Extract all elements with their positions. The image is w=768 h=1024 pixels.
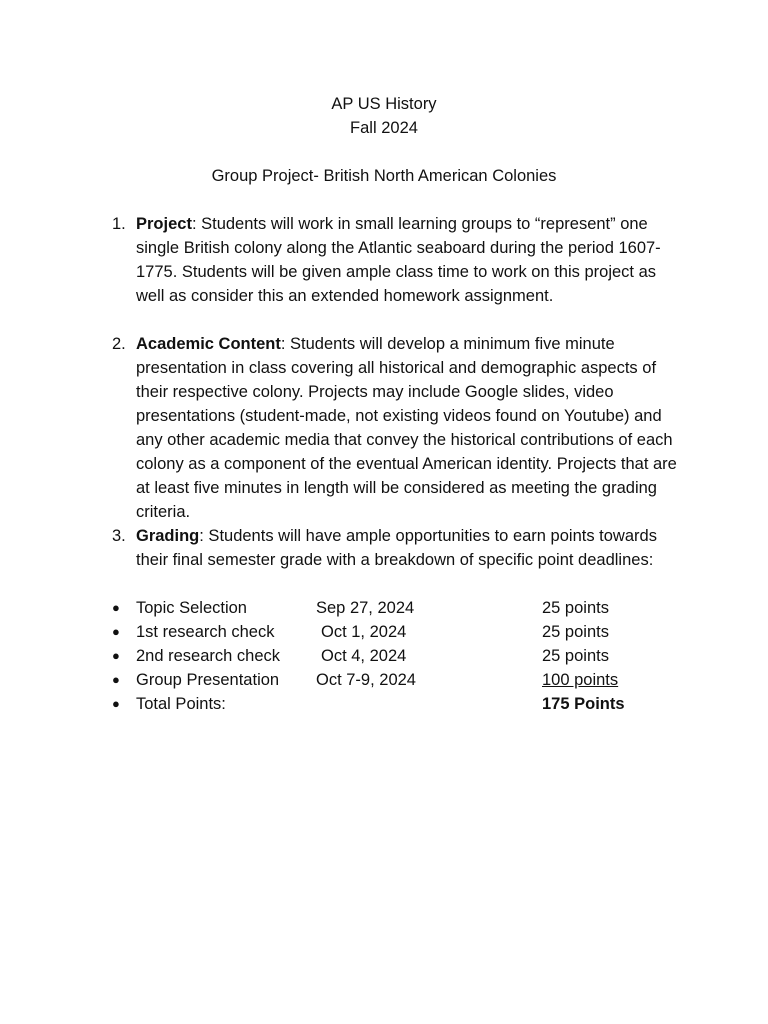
bullet-icon: ● — [112, 624, 120, 639]
schedule-row — [0, 596, 768, 620]
item-heading: Project — [136, 215, 192, 233]
schedule-row — [0, 644, 768, 668]
item-number: 1. — [112, 215, 126, 233]
schedule-date: Oct 7-9, 2024 — [316, 671, 416, 689]
total-row — [0, 692, 768, 716]
schedule-points: 25 points — [542, 647, 609, 665]
schedule-row — [0, 668, 768, 692]
term-label: Fall 2024 — [350, 119, 418, 137]
item-heading: Academic Content — [136, 335, 281, 353]
total-label: Total Points: — [136, 695, 226, 713]
item-number: 2. — [112, 335, 126, 353]
item-body: : Students will develop a minimum five minute presentation in class covering all historical and demographic aspects of their respective colony. Projects may include Google slides, video presentations (student-made, not existing videos found on Youtube) and any other academic media that convey the historical contributions of each colony as a component of the eventual American identity. Projects that are at least five minutes in length will be considered as meeting the grading criteria. — [136, 335, 677, 521]
item-heading: Grading — [136, 527, 200, 545]
item-body: : Students will work in small learning groups to “represent” one single British colony along the Atlantic seaboard during the period 1607-1775. Students will be given ample class time to work on this project as well as consider this an extended homework assignment. — [136, 215, 661, 305]
schedule-row — [0, 620, 768, 644]
course-title: AP US History — [331, 95, 437, 113]
bullet-icon: ● — [112, 600, 120, 615]
bullet-icon: ● — [112, 672, 120, 687]
project-title: Group Project- British North American Colonies — [211, 167, 557, 185]
schedule-points: 25 points — [542, 623, 609, 641]
total-points: 175 Points — [542, 695, 625, 713]
schedule-task: Topic Selection — [136, 599, 247, 617]
item-body: : Students will have ample opportunities to earn points towards their final semester grade with a breakdown of specific point deadlines: — [136, 527, 657, 569]
schedule-date: Sep 27, 2024 — [316, 599, 415, 617]
schedule-points: 100 points — [542, 671, 619, 689]
schedule-points: 25 points — [542, 599, 609, 617]
bullet-icon: ● — [112, 696, 120, 711]
schedule-date: Oct 4, 2024 — [321, 647, 407, 665]
item-text — [136, 332, 681, 524]
item-text — [136, 524, 681, 572]
schedule-task: 1st research check — [136, 623, 275, 641]
item-number: 3. — [112, 527, 126, 545]
bullet-icon: ● — [112, 648, 120, 663]
schedule-date: Oct 1, 2024 — [321, 623, 407, 641]
item-text — [136, 212, 681, 308]
schedule-task: 2nd research check — [136, 647, 280, 665]
schedule-task: Group Presentation — [136, 671, 280, 689]
